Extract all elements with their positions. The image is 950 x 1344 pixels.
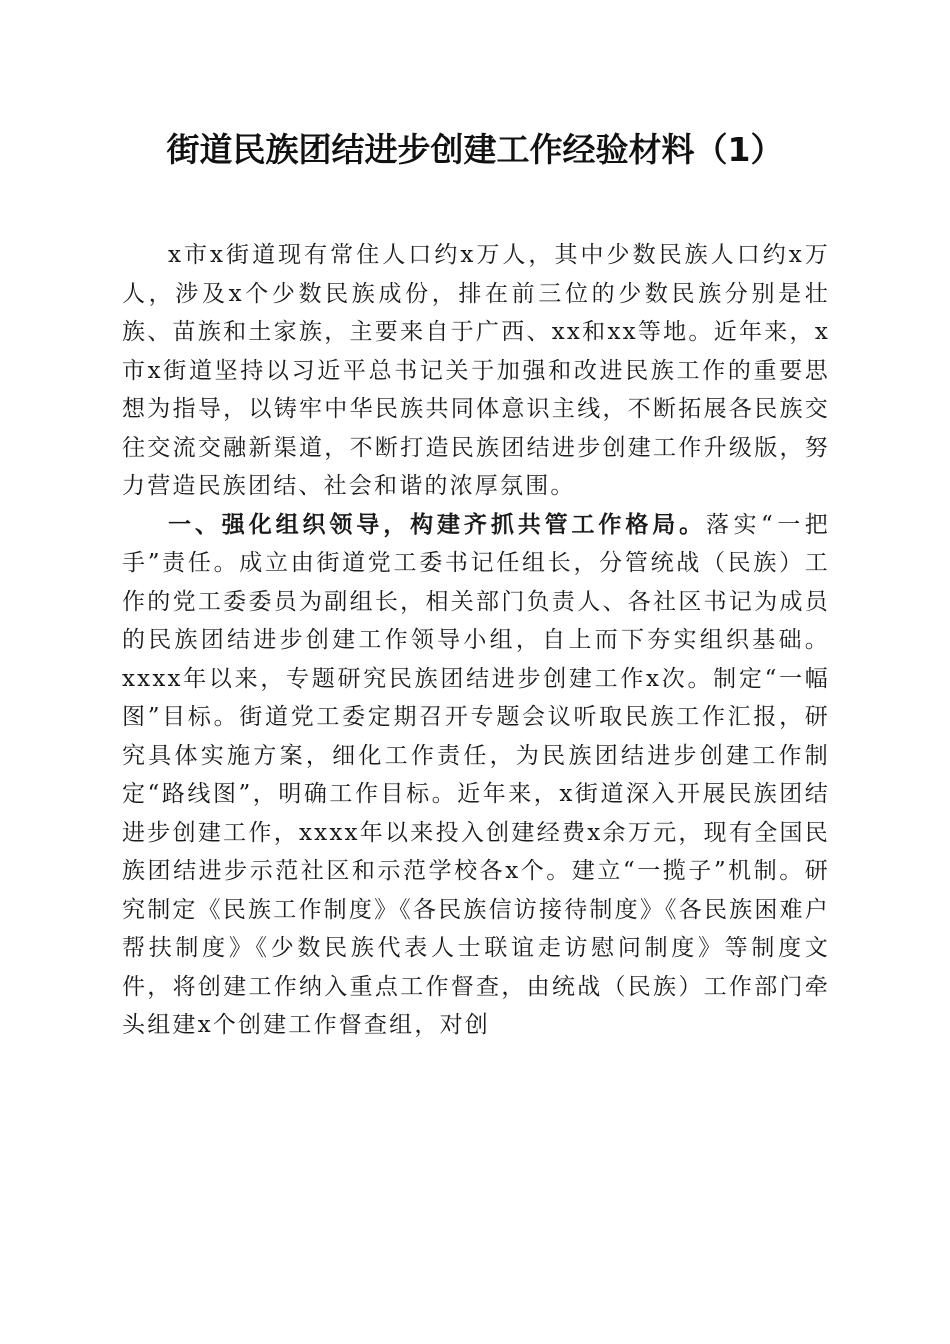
document-body <box>122 236 830 1045</box>
section-one-paragraph <box>122 506 830 1045</box>
intro-paragraph: x市x街道现有常住人口约x万人，其中少数民族人口约x万人，涉及x个少数民族成份，排在前三位的少数民族分别是壮族、苗族和土家族，主要来自于广西、xx和xx等地。近年来，x市x街道坚持以习近平总书记关于加强和改进民族工作的重要思想为指导，以铸牢中华民族共同体意识主线，不断拓展各民族交往交流交融新渠道，不断打造民族团结进步创建工作升级版，努力营造民族团结、社会和谐的浓厚氛围。 <box>122 242 830 499</box>
section-one-heading: 一、强化组织领导，构建齐抓共管工作格局。 <box>168 511 707 538</box>
section-one-text: 落实“一把手”责任。成立由街道党工委书记任组长，分管统战（民族）工作的党工委委员为副组长，相关部门负责人、各社区书记为成员的民族团结进步创建工作领导小组，自上而下夯实组织基础。xxxx年以来，专题研究民族团结进步创建工作x次。制定“一幅图”目标。街道党工委定期召开专题会议听取民族工作汇报，研究具体实施方案，细化工作责任，为民族团结进步创建工作制定“路线图”，明确工作目标。近年来，x街道深入开展民族团结进步创建工作，xxxx年以来投入创建经费x余万元，现有全国民族团结进步示范社区和示范学校各x个。建立“一揽子”机制。研究制定《民族工作制度》《各民族信访接待制度》《各民族困难户帮扶制度》《少数民族代表人士联谊走访慰问制度》等制度文件，将创建工作纳入重点工作督查，由统战（民族）工作部门牵头组建x个创建工作督查组，对创 <box>122 511 830 1038</box>
document-title: 街道民族团结进步创建工作经验材料（1） <box>166 130 784 169</box>
